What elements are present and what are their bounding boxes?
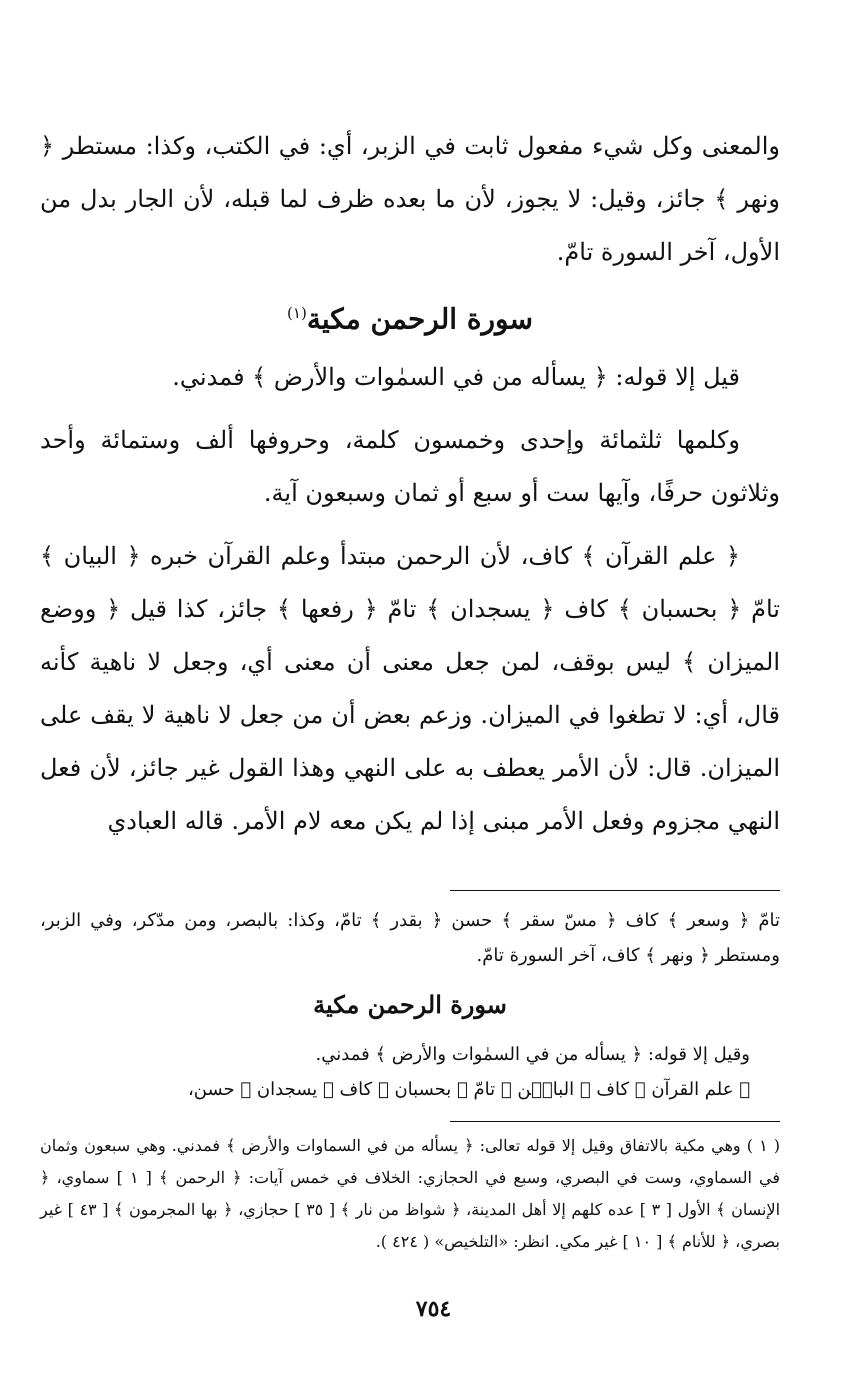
footnote-divider [450, 1121, 780, 1122]
surah-heading-text: سورة الرحمن مكية [306, 302, 533, 336]
page-content [40, 120, 780, 1258]
footnote-marker[interactable]: (١) [287, 304, 307, 322]
surah-heading [40, 287, 780, 345]
page-number: ٧٥٤ [415, 1296, 452, 1322]
commentary-notes [40, 903, 780, 1107]
footnote-text: ( ١ ) وهي مكية بالاتفاق وقيل إلا قوله تعالى: ﴿ يسأله من في السماوات والأرض ﴾ فمدني. وهي سبعون وثمان في السماوي، وست في البصري، وسبع في الحجازي: الخلاف في خمس آيات: ﴿ الرحمن ﴾ [ ١ ] سماوي، ﴿ الإنسان ﴾ الأول [ ٣ ] عده كلهم إلا أهل المدينة، ﴿ شواظ من نار ﴾ [ ٣٥ ] حجازي، ﴿ بها المجرمون ﴾ [ ٤٣ ] غير بصري، ﴿ للأنام ﴾ [ ١٠ ] غير مكي. انظر: «التلخيص» ( ٤٢٤ ). [40, 1136, 781, 1252]
footnote [40, 1130, 780, 1258]
notes-paragraph-1: تامّ ﴿ وسعر ﴾ كاف ﴿ مسّ سقر ﴾ حسن ﴿ بقدر ﴾ تامّ، وكذا: بالبصر، ومن مدّكر، وفي الزبر، ومستطر ﴿ ونهر ﴾ كاف، آخر السورة تامّ. [40, 910, 780, 967]
main-paragraph-1: والمعنى وكل شيء مفعول ثابت في الزبر، أي: في الكتب، وكذا: مستطر ﴿ ونهر ﴾ جائز، وقيل: لا يجوز، لأن ما بعده ظرف لما قبله، لأن الجار بدل من الأول، آخر السورة تامّ. [40, 132, 780, 266]
main-paragraph-3: وكلمها ثلثمائة وإحدى وخمسون كلمة، وحروفها ألف وستمائة وأحد وثلاثون حرفًا، وآيها ست أو سبع أو ثمان وسبعون آية. [40, 426, 780, 508]
notes-paragraph-2: وقيل إلا قوله: ﴿ يسأله من في السمٰوات والأرض ﴾ فمدني. [315, 1044, 750, 1066]
section-divider [450, 890, 780, 891]
main-text [40, 120, 780, 848]
notes-paragraph-3: ﴿ علم القرآن ﴾ كاف ﴿ البايٖن ﴾ تامّ ﴿ بحسبان ﴾ كاف ﴿ يسجدان ﴾ حسن، [187, 1079, 750, 1101]
main-paragraph-2: قيل إلا قوله: ﴿ يسأله من في السمٰوات والأرض ﴾ فمدني. [172, 363, 740, 392]
main-paragraph-4: ﴿ علم القرآن ﴾ كاف، لأن الرحمن مبتدأ وعلم القرآن خبره ﴿ البيان ﴾ تامّ ﴿ بحسبان ﴾ كاف ﴿ يسجدان ﴾ تامّ ﴿ رفعها ﴾ جائز، كذا قيل ﴿ ووضع الميزان ﴾ ليس بوقف، لمن جعل معنى أن معنى أي، وجعل لا ناهية كأنه قال، أي: لا تطغوا في الميزان. وزعم بعض أن من جعل لا ناهية لا يقف على الميزان. قال: لأن الأمر يعطف به على النهي وهذا القول غير جائز، لأن فعل النهي مجزوم وفعل الأمر مبنى إذا لم يكن معه لام الأمر. قاله العبادي [40, 542, 780, 836]
notes-surah-heading: سورة الرحمن مكية [313, 990, 507, 1020]
